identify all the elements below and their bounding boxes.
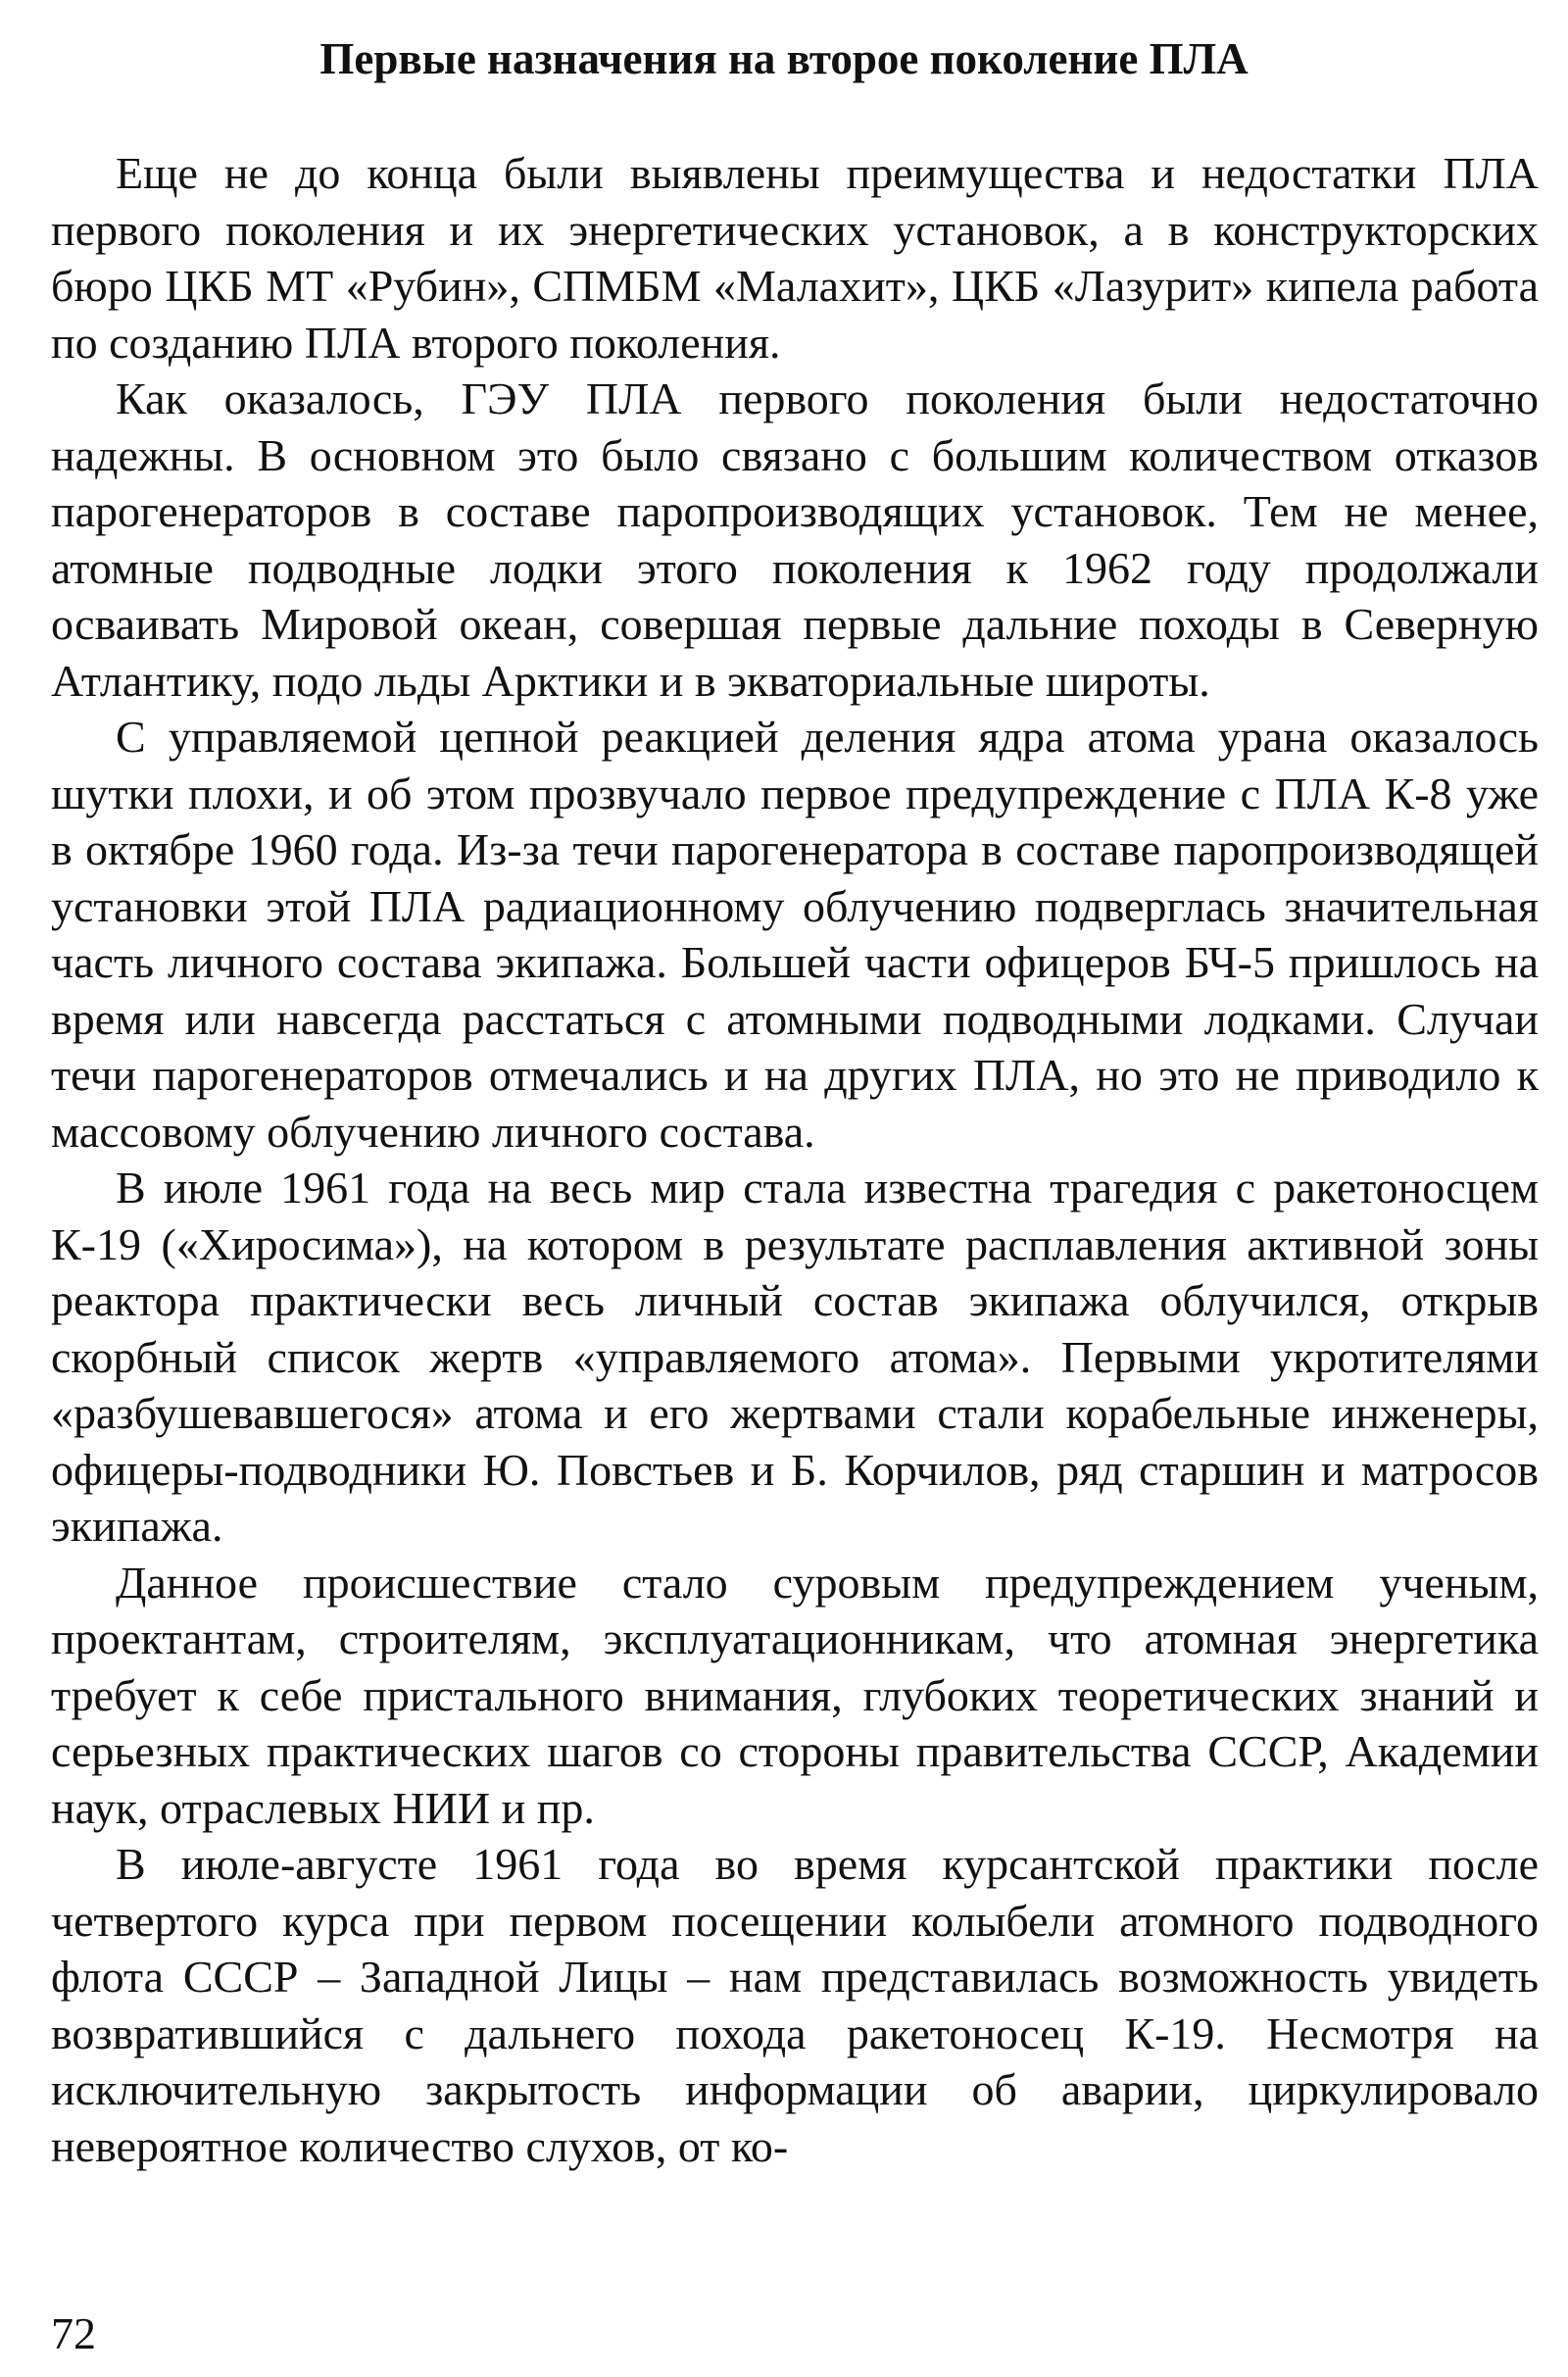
page-title: Первые назначения на второе поколение ПЛА [319, 34, 1249, 83]
paragraph: В июле 1961 года на весь мир стала известна трагедия с ракетоносцем К-19 («Хиросима»), на котором в результате расплавления активной зоны реактора практически весь личный состав экипажа облучился, открыв скорбный список жертв «управляемого атома». Первыми укротителями «разбушевавшегося» атома и его жертвами стали корабельные инженеры, офицеры-подводники Ю. Повстьев и Б. Корчилов, ряд старшин и матросов экипажа. [51, 1163, 1539, 1551]
paragraph: Данное происшествие стало суровым предупреждением ученым, проектантам, строителям, эксплуатационникам, что атомная энергетика требует к себе пристального внимания, глубоких теоретических знаний и серьезных практических шагов со стороны правительства СССР, Академии наук, отраслевых НИИ и пр. [51, 1557, 1539, 1833]
paragraph: Как оказалось, ГЭУ ПЛА первого поколения были недостаточно надежны. В основном это было связано с большим количеством отказов парогенераторов в составе паропроизводящих установок. Тем не менее, атомные подводные лодки этого поколения к 1962 году продолжали осваивать Мировой океан, совершая первые дальние походы в Северную Атлантику, подо льды Арктики и в экваториальные широты. [51, 373, 1539, 706]
paragraph: Еще не до конца были выявлены преимущества и недостатки ПЛА первого поколения и их энергетических установок, а в конструкторских бюро ЦКБ МТ «Рубин», СПМБМ «Малахит», ЦКБ «Лазурит» кипела работа по созданию ПЛА второго поколения. [51, 148, 1539, 368]
paragraph: С управляемой цепной реакцией деления ядра атома урана оказалось шутки плохи, и об этом прозвучало первое предупреждение с ПЛА К-8 уже в октябре 1960 года. Из-за течи парогенератора в составе паропроизводящей установки этой ПЛА радиационному облучению подверглась значительная часть личного состава экипажа. Большей части офицеров БЧ-5 пришлось на время или навсегда расстаться с атомными подводными лодками. Случаи течи парогенераторов отмечались и на других ПЛА, но это не приводило к массовому облучению личного состава. [51, 712, 1539, 1157]
paragraph: В июле-августе 1961 года во время курсантской практики после четвертого курса при первом посещении колыбели атомного подводного флота СССР – Западной Лицы – нам представилась возможность увидеть возвратившийся с дальнего похода ракетоносец К-19. Несмотря на исключительную закрытость информации об аварии, циркулировало невероятное количество слухов, от ко- [51, 1839, 1539, 2171]
page-number: 72 [51, 2308, 96, 2358]
body-text [51, 145, 1539, 2174]
